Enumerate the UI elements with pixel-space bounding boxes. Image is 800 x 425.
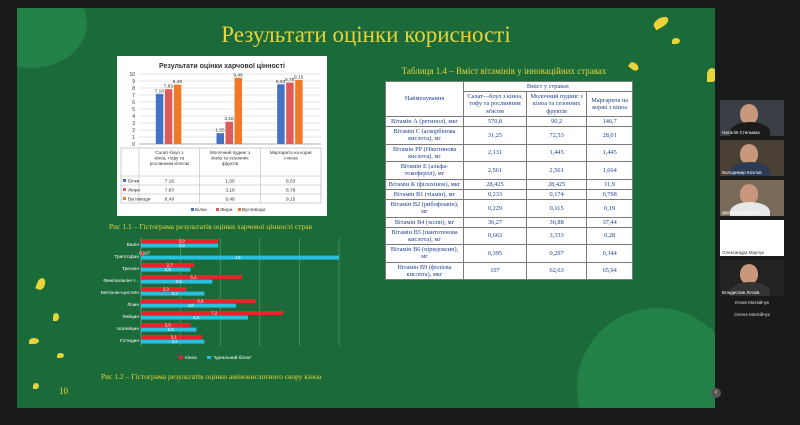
data-label: 3,9: [178, 243, 185, 248]
y-tick-label: 7: [132, 93, 135, 99]
data-label: 3,2: [171, 291, 178, 296]
page-number: 10: [59, 386, 68, 396]
bar: [277, 84, 285, 144]
data-label: 0,167: [139, 250, 151, 256]
participant-avatar: [740, 104, 758, 124]
video-participants-panel: [716, 100, 786, 320]
table-row-label: Вуглеводи: [128, 196, 151, 202]
table-row: [386, 227, 633, 244]
table-row: [386, 116, 633, 126]
data-label: 5,4: [193, 315, 200, 320]
participant-name: Олександра Марчук: [722, 250, 764, 255]
dish-header: Молочний пудинг з кіноа та сезонних фруктів: [526, 92, 586, 117]
leaf-decoration: [707, 68, 715, 82]
data-label: 3,1: [170, 334, 177, 340]
vitamin-table: [385, 81, 633, 280]
category-label-line: Маргарита на коржі: [269, 150, 312, 155]
previous-slide-button[interactable]: ‹: [711, 388, 721, 398]
category-label: [270, 150, 312, 161]
vitamin-value-cell: 90,2: [526, 116, 586, 126]
vitamin-name-cell: Вітамін В2 (рибофлавін), мг: [386, 200, 464, 217]
nutrition-value-chart: [117, 56, 327, 216]
data-label: 9,15: [293, 75, 304, 81]
category-label-line: кіноа та сезонних: [211, 155, 249, 161]
leaf-decoration: [57, 353, 64, 358]
participant-label[interactable]: Олена Матвійчук: [734, 312, 770, 317]
table-value: 7,16: [164, 179, 175, 185]
category-label: [150, 150, 189, 166]
presentation-slide: [17, 8, 715, 408]
y-tick-label: 0: [132, 142, 135, 148]
legend-swatch: [123, 188, 126, 191]
legend-swatch: [123, 179, 126, 182]
category-label-line: рослинним м'ясом: [149, 161, 189, 166]
vitamin-name-cell: Вітамін В4 (холін), мг: [386, 217, 464, 227]
bar: [156, 94, 164, 144]
participant-avatar: [740, 144, 758, 164]
data-label: 2,8: [167, 327, 174, 332]
vitamin-value-cell: 0,344: [587, 245, 633, 262]
y-tick-label: 9: [132, 79, 135, 85]
vitamin-name-cell: Вітамін В1 (тіамін), мг: [386, 189, 464, 199]
vitamin-value-cell: 36,27: [464, 217, 527, 227]
data-label: 7,83: [163, 84, 174, 90]
legend-swatch: [191, 208, 194, 211]
vitamin-value-cell: 146,7: [587, 116, 633, 126]
vitamin-value-cell: 0,115: [526, 200, 586, 217]
vitamin-name-cell: Вітамін В6 (піридоксин), мг: [386, 245, 464, 262]
legend-label: Вуглеводи: [242, 208, 266, 213]
vitamin-value-cell: 2,561: [526, 162, 586, 179]
vitamin-value-cell: 1,445: [587, 144, 633, 161]
y-tick-label: 1: [132, 135, 135, 141]
category-label-line: з кіноа: [283, 155, 298, 161]
participant-label[interactable]: Юлия Матвійчук: [735, 300, 769, 305]
y-tick-label: 5: [132, 107, 135, 113]
table-value: 8,53: [285, 179, 296, 185]
y-tick-label: 3: [132, 121, 135, 127]
data-label: 3,9: [178, 238, 185, 244]
table-value: 9,46: [225, 197, 235, 203]
table-value: 8,78: [285, 188, 296, 194]
vitamin-value-cell: 2,131: [464, 144, 527, 161]
vitamin-value-cell: 36,88: [526, 217, 586, 227]
category-label: [210, 149, 250, 166]
vitamin-value-cell: 0,19: [587, 200, 633, 217]
vitamin-value-cell: 62,63: [526, 262, 586, 279]
amino-acid-chart: [99, 234, 349, 366]
legend-swatch: [216, 208, 219, 211]
participant-name: Дарія Бондаренко: [722, 210, 760, 215]
vitamin-value-cell: 0,229: [464, 200, 527, 217]
vitamin-value-cell: 65,94: [587, 262, 633, 279]
vitamin-value-cell: 0,28: [587, 227, 633, 244]
vitamin-value-cell: 0,297: [526, 245, 586, 262]
vitamin-name-cell: Вітамін С (аскорбінова кислота), мг: [386, 127, 464, 144]
table-value: 8,49: [164, 197, 175, 203]
bar: [165, 89, 173, 144]
legend-label: Білки: [195, 208, 207, 213]
leaf-decoration: [33, 383, 39, 389]
bar: [286, 83, 294, 144]
participant-tile[interactable]: [720, 140, 784, 176]
table-row-label: Жири: [128, 187, 140, 193]
table-row: [386, 162, 633, 179]
table-row: [386, 144, 633, 161]
vitamin-value-cell: 0,798: [587, 189, 633, 199]
vitamin-value-cell: 28,425: [464, 179, 527, 189]
bar: [217, 133, 225, 144]
category-label: Валін: [126, 243, 139, 248]
y-tick-label: 8: [132, 86, 135, 92]
participant-tile[interactable]: [720, 260, 784, 296]
category-label: Ізолейцин: [116, 327, 139, 332]
table-row: [386, 189, 633, 199]
slide-title: Результати оцінки корисності: [221, 22, 511, 47]
table-row: [386, 179, 633, 189]
data-label: 1,55: [215, 128, 225, 134]
category-label-line: фруктів: [221, 161, 239, 166]
vitamin-value-cell: 0,233: [464, 189, 527, 199]
data-label: 3,18: [224, 117, 234, 123]
data-label: 2,5: [164, 267, 171, 272]
data-label: 2,5: [164, 322, 171, 328]
participant-name: Владислав Лесків: [722, 290, 760, 295]
vitamin-value-cell: 28,01: [587, 127, 633, 144]
participant-name: Володимир Козлов: [722, 170, 762, 175]
vitamin-value-cell: 72,53: [526, 127, 586, 144]
vitamin-name-cell: Вітамін К (філохінон), мкг: [386, 179, 464, 189]
legend-swatch: [179, 356, 183, 359]
category-label: Лейцин: [122, 315, 139, 320]
y-tick-label: 6: [132, 100, 135, 106]
participant-name: Наталія Стельмах: [722, 130, 760, 135]
legend-swatch: [207, 356, 211, 359]
vitamin-value-cell: 2,561: [464, 162, 527, 179]
bar: [235, 78, 243, 144]
leaf-decoration: [628, 61, 640, 73]
data-label: 8,78: [284, 78, 295, 84]
category-label: Лізин: [127, 303, 139, 308]
vitamin-value-cell: 31,25: [464, 127, 527, 144]
vitamin-name-cell: Вітамін РР (Нікотинова кислота), мг: [386, 144, 464, 161]
data-label: 5,8: [197, 298, 204, 304]
table-row: [386, 127, 633, 144]
category-label-line: Молочний пудинг з: [209, 150, 251, 155]
legend-swatch: [123, 197, 126, 200]
table-value: 3,18: [225, 188, 235, 194]
vitamin-name-cell: Вітамін Е (альфа-токоферол), мг: [386, 162, 464, 179]
table-value: 7,83: [164, 188, 175, 194]
vitamin-value-cell: 107: [464, 262, 527, 279]
group-header: Вміст у стравах: [464, 82, 633, 92]
category-label: Триптофан: [114, 255, 139, 260]
participant-avatar: [740, 264, 758, 284]
data-label: 3,2: [171, 339, 178, 344]
vitamin-value-cell: 0,174: [526, 189, 586, 199]
participant-tile[interactable]: [720, 220, 784, 256]
data-label: 8,53: [275, 79, 286, 85]
y-tick-label: 2: [132, 128, 135, 134]
data-label: 4,8: [187, 303, 194, 308]
vitamin-value-cell: 570,8: [464, 116, 527, 126]
data-label: 2,3: [162, 286, 169, 292]
leaf-decoration: [35, 277, 47, 291]
data-label: 8,49: [172, 80, 183, 86]
table-title: Таблиця 1.4 – Вміст вітамінів у інноваційних стравах: [401, 66, 607, 76]
table-value: 9,15: [285, 197, 296, 203]
category-label: Треонін: [121, 267, 139, 272]
bar: [226, 122, 234, 144]
legend-label: Жири: [220, 208, 233, 213]
vitamin-value-cell: 1,664: [587, 162, 633, 179]
table-row: [386, 217, 633, 227]
vitamin-value-cell: 0,663: [464, 227, 527, 244]
participant-tile[interactable]: [720, 180, 784, 216]
participant-tile[interactable]: [720, 100, 784, 136]
data-label: 7,2: [211, 310, 218, 316]
dish-header: Маргарита на коржі з кіноа: [587, 92, 633, 117]
participant-avatar: [740, 184, 758, 204]
figure-2-caption: Рис 1.2 – Гістограма результатів оцінки амінокислотного скору кінoa: [101, 372, 322, 381]
vitamin-value-cell: 37,44: [587, 217, 633, 227]
name-column-header: Найменування: [386, 82, 464, 117]
table-value: 1,55: [225, 179, 235, 185]
bg-blob: [577, 308, 715, 408]
data-label: 7,16: [154, 89, 165, 95]
vitamin-name-cell: Вітамін В5 (пантотенова кислота), мг: [386, 227, 464, 244]
data-label: 5,1: [190, 274, 197, 280]
bar: [295, 80, 303, 144]
table-row: [386, 200, 633, 217]
category-label: Гістидин: [119, 339, 139, 344]
table-row: [386, 245, 633, 262]
table-row-label: Білки: [128, 178, 140, 184]
leaf-decoration: [29, 338, 39, 344]
vitamin-name-cell: Вітамін А (ретинол), мкг: [386, 116, 464, 126]
y-tick-label: 4: [132, 114, 135, 120]
legend-label: "Ідеальний білок": [213, 356, 252, 361]
data-label: 2,7: [166, 262, 173, 268]
y-tick-label: 10: [129, 72, 135, 78]
chart-title: Результати оцінки харчової цінності: [159, 63, 285, 70]
data-label: 3,6: [175, 279, 182, 284]
data-label: 10: [235, 255, 241, 260]
bar: [174, 85, 182, 144]
leaf-decoration: [53, 313, 59, 321]
dish-header: Салат—боул з кіноа, тофу та рослинним м'ясом: [464, 92, 527, 117]
vitamin-value-cell: 1,445: [526, 144, 586, 161]
vitamin-value-cell: 28,425: [526, 179, 586, 189]
vitamin-value-cell: 0,395: [464, 245, 527, 262]
legend-swatch: [238, 208, 241, 211]
table-row: [386, 262, 633, 279]
figure-1-caption: Рис 1.1 – Гістограма результатів оцінки харчової цінності страв: [109, 222, 313, 231]
category-label: Метіонін+цистеїн: [100, 291, 139, 296]
vitamin-name-cell: Вітамін В9 (фолієва кислота), мкг: [386, 262, 464, 279]
vitamin-value-cell: 11,9: [587, 179, 633, 189]
legend-label: Кіноа: [185, 356, 197, 361]
vitamin-value-cell: 3,333: [526, 227, 586, 244]
category-label-line: кіноа, тофу та: [154, 155, 185, 161]
data-label: 9,46: [233, 73, 243, 79]
category-label: Фенілаланін+т...: [103, 279, 139, 284]
category-label-line: Салат-боул з: [155, 150, 184, 155]
